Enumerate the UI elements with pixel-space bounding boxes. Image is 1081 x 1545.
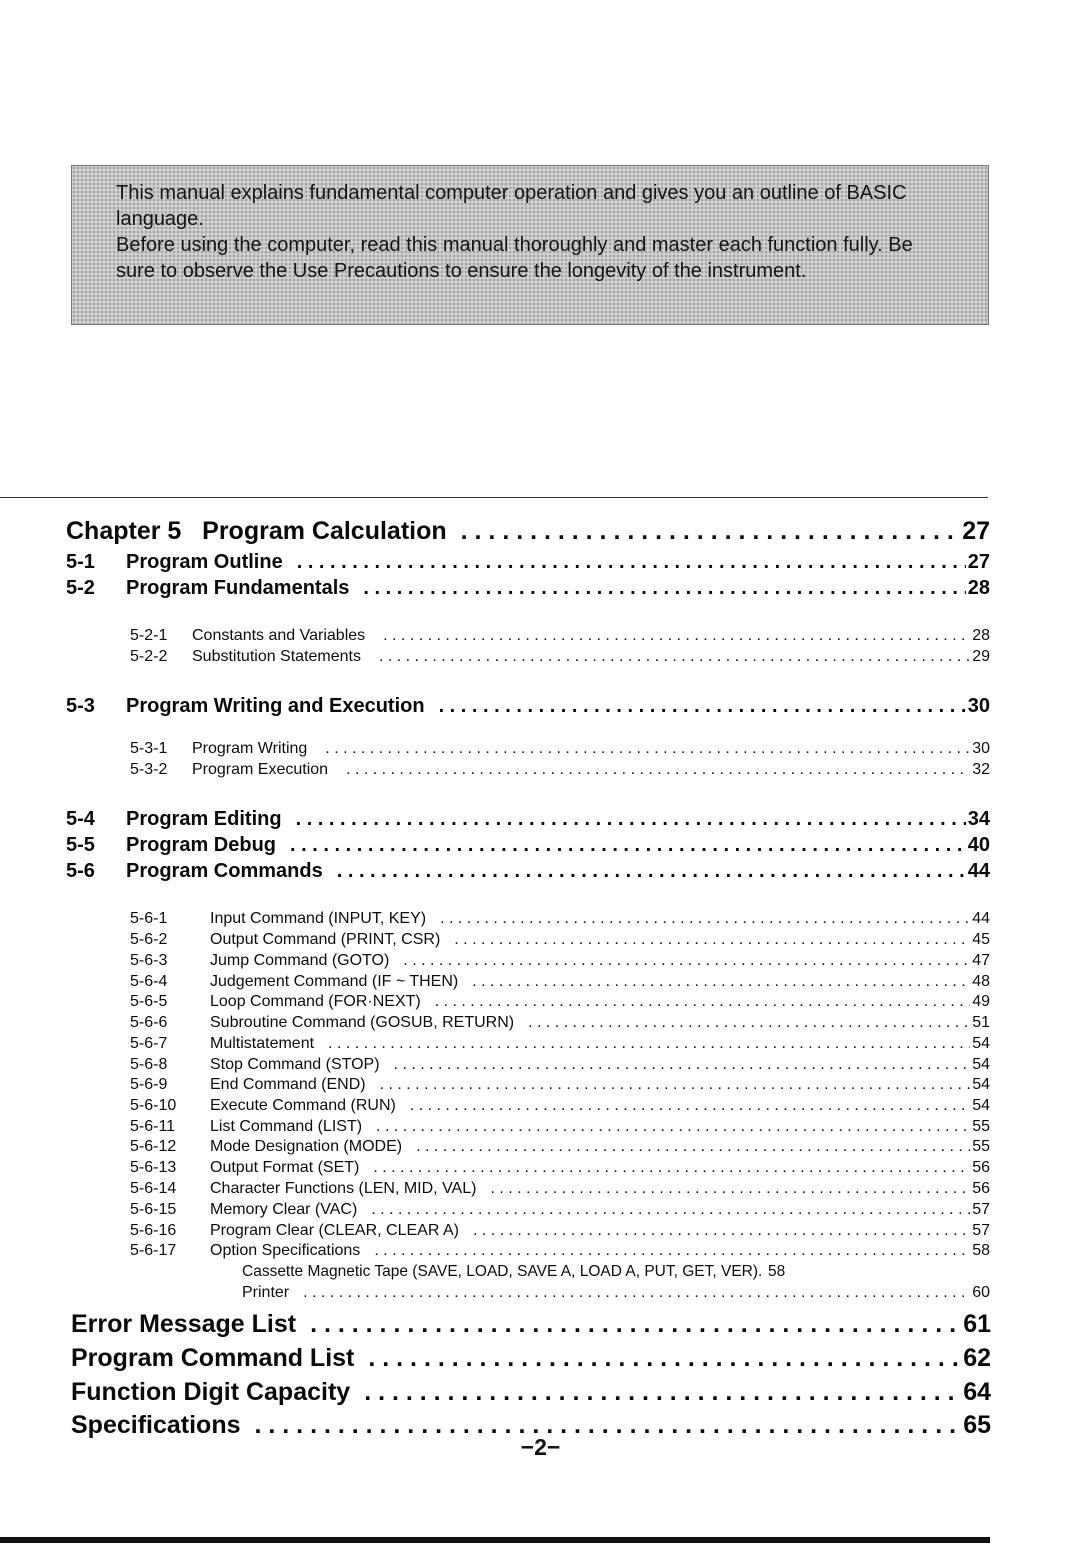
toc-section-5-1[interactable] (66, 551, 990, 574)
leader-dots (440, 910, 970, 928)
toc-number: 5-6-6 (130, 1014, 168, 1031)
toc-command-item[interactable] (130, 910, 990, 928)
toc-page: 51 (972, 1014, 990, 1031)
toc-number: 5-6-3 (130, 952, 168, 969)
toc-command-item[interactable] (130, 1035, 990, 1053)
toc-number: 5-6-9 (130, 1076, 168, 1093)
toc-title: Loop Command (FOR·NEXT) (210, 993, 421, 1010)
toc-appendix-function-digit-capacity[interactable] (71, 1378, 991, 1407)
toc-command-item[interactable] (130, 1076, 990, 1094)
toc-title: Output Command (PRINT, CSR) (210, 931, 441, 948)
toc-section-5-2[interactable] (66, 577, 990, 600)
toc-page: 58 (972, 1242, 990, 1259)
toc-title: Program Fundamentals (126, 577, 350, 599)
toc-page: 34 (967, 808, 990, 830)
toc-number: 5-6-10 (130, 1097, 177, 1114)
leader-dots (297, 551, 966, 574)
toc-command-item[interactable] (130, 1180, 990, 1198)
toc-number: 5-3 (66, 695, 95, 717)
toc-title: Program Clear (CLEAR, CLEAR A) (210, 1222, 459, 1239)
toc-appendix-program-command-list[interactable] (71, 1344, 991, 1373)
leader-dots (416, 1138, 970, 1156)
toc-title: Jump Command (GOTO) (210, 952, 390, 969)
leader-dots (380, 1076, 971, 1094)
toc-section-5-3[interactable] (66, 695, 990, 718)
toc-page: 30 (972, 740, 990, 757)
toc-command-item[interactable] (130, 1159, 990, 1177)
leader-dots (461, 517, 961, 546)
toc-page: 56 (972, 1180, 990, 1197)
toc-title: Program Command List (71, 1344, 355, 1372)
leader-dots (394, 1056, 971, 1074)
toc-page: 54 (972, 1035, 990, 1052)
toc-number: 5-6-8 (130, 1056, 168, 1073)
leader-dots (410, 1097, 970, 1115)
toc-command-item[interactable] (130, 1118, 990, 1136)
toc-page: 32 (972, 761, 990, 778)
toc-title: Input Command (INPUT, KEY) (210, 910, 427, 927)
toc-title: Error Message List (71, 1310, 297, 1338)
toc-option-cassette[interactable] (242, 1263, 990, 1281)
intro-box (71, 165, 989, 325)
leader-dots (373, 1159, 970, 1177)
toc-number: 5-6-13 (130, 1159, 177, 1176)
toc-number: 5-6 (66, 860, 95, 882)
toc-page: 54 (972, 1076, 990, 1093)
toc-page: 55 (972, 1118, 990, 1135)
leader-dots (528, 1014, 970, 1032)
toc-title: Specifications (71, 1411, 241, 1439)
leader-dots (296, 808, 966, 831)
leader-dots (303, 1284, 970, 1302)
toc-page: 57 (972, 1222, 990, 1239)
toc-title: Option Specifications (210, 1242, 361, 1259)
toc-command-item[interactable] (130, 973, 990, 991)
toc-title: Program Editing (126, 808, 282, 830)
toc-command-item[interactable] (130, 1138, 990, 1156)
toc-subsection-5-3-1[interactable] (130, 740, 990, 758)
toc-appendix-error-message-list[interactable] (71, 1310, 991, 1339)
toc-page: 54 (972, 1097, 990, 1114)
toc-page: 44 (967, 860, 990, 882)
toc-command-item[interactable] (130, 1242, 990, 1260)
toc-command-item[interactable] (130, 1014, 990, 1032)
toc-command-item[interactable] (130, 1056, 990, 1074)
toc-number: 5-6-12 (130, 1138, 177, 1155)
toc-page: 55 (972, 1138, 990, 1155)
toc-page: 65 (963, 1411, 991, 1439)
leader-dots (758, 1263, 766, 1281)
leader-dots (383, 627, 970, 645)
toc-subsection-5-2-2[interactable] (130, 648, 990, 666)
toc-page: 57 (972, 1201, 990, 1218)
toc-number: 5-3-2 (130, 761, 168, 778)
leader-dots (364, 1378, 961, 1407)
toc-title: Program Execution (192, 761, 329, 778)
intro-paragraph-2: Before using the computer, read this manual thoroughly and master each function fully. Be sure to observe the Use Precautions to ensure the longevity of the instrument. (116, 234, 913, 282)
toc-title: List Command (LIST) (210, 1118, 363, 1135)
toc-title: Multistatement (210, 1035, 315, 1052)
toc-title: Execute Command (RUN) (210, 1097, 396, 1114)
toc-subsection-5-2-1[interactable] (130, 627, 990, 645)
toc-page: 44 (972, 910, 990, 927)
toc-page: 28 (972, 627, 990, 644)
toc-page: 62 (963, 1344, 991, 1372)
toc-page: 29 (972, 648, 990, 665)
top-divider (0, 497, 988, 498)
leader-dots (490, 1180, 970, 1198)
toc-title: Mode Designation (MODE) (210, 1138, 403, 1155)
toc-section-5-6[interactable] (66, 860, 990, 883)
leader-dots (473, 1222, 970, 1240)
toc-page: 40 (967, 834, 990, 856)
toc-page: 48 (972, 973, 990, 990)
toc-title: Memory Clear (VAC) (210, 1201, 358, 1218)
leader-dots (368, 1344, 961, 1373)
toc-page: 60 (972, 1284, 990, 1301)
toc-page: 49 (972, 993, 990, 1010)
toc-title: Function Digit Capacity (71, 1378, 351, 1406)
toc-command-item[interactable] (130, 931, 990, 949)
leader-dots (363, 577, 965, 600)
toc-command-item[interactable] (130, 1201, 990, 1219)
leader-dots (472, 973, 970, 991)
toc-title: Program Writing (192, 740, 308, 757)
toc-command-item[interactable] (130, 952, 990, 970)
intro-paragraph-1: This manual explains fundamental computer operation and gives you an outline of BASIC language. (116, 182, 907, 230)
leader-dots (376, 1118, 970, 1136)
leader-dots (290, 834, 966, 857)
toc-title: Printer (242, 1284, 290, 1301)
toc-number: 5-2-1 (130, 627, 168, 644)
toc-number: 5-2 (66, 577, 95, 599)
toc-subsection-5-3-2[interactable] (130, 761, 990, 779)
toc-number: 5-6-1 (130, 910, 168, 927)
leader-dots (328, 1035, 970, 1053)
toc-number: 5-1 (66, 551, 95, 573)
toc-title: Program Writing and Execution (126, 695, 425, 717)
toc-title: Program Commands (126, 860, 323, 882)
toc-page: 64 (963, 1378, 991, 1406)
toc-number: 5-6-7 (130, 1035, 168, 1052)
toc-number: 5-6-2 (130, 931, 168, 948)
leader-dots (310, 1310, 961, 1339)
toc-number: 5-6-17 (130, 1242, 177, 1259)
toc-number: 5-5 (66, 834, 95, 856)
toc-title: Output Format (SET) (210, 1159, 360, 1176)
leader-dots (403, 952, 970, 970)
toc-title: Cassette Magnetic Tape (SAVE, LOAD, SAVE A, LOAD A, PUT, GET, VER) (242, 1263, 759, 1280)
toc-page: 54 (972, 1056, 990, 1073)
bottom-divider (0, 1537, 990, 1543)
toc-title: Character Functions (LEN, MID, VAL) (210, 1180, 477, 1197)
leader-dots (337, 860, 966, 883)
leader-dots (435, 993, 970, 1011)
toc-number: 5-3-1 (130, 740, 168, 757)
toc-page: 56 (972, 1159, 990, 1176)
toc-number: 5-6-14 (130, 1180, 177, 1197)
leader-dots (371, 1201, 970, 1219)
toc-number: 5-6-5 (130, 993, 168, 1010)
toc-section-5-5[interactable] (66, 834, 990, 857)
toc-number: 5-6-11 (130, 1118, 176, 1135)
toc-number: 5-6-4 (130, 973, 168, 990)
toc-page: 58 (768, 1263, 786, 1280)
toc-number: 5-6-15 (130, 1201, 177, 1218)
leader-dots (379, 648, 970, 666)
toc-section-5-4[interactable] (66, 808, 990, 831)
toc-title: Subroutine Command (GOSUB, RETURN) (210, 1014, 515, 1031)
toc-title: Constants and Variables (192, 627, 366, 644)
leader-dots (325, 740, 970, 758)
toc-page: 47 (972, 952, 990, 969)
toc-title: Chapter 5 Program Calculation (66, 517, 447, 545)
toc-page: 28 (967, 577, 990, 599)
toc-page: 45 (972, 931, 990, 948)
toc-page: 27 (962, 517, 990, 545)
leader-dots (439, 695, 966, 718)
toc-title: Judgement Command (IF ~ THEN) (210, 973, 459, 990)
toc-title: End Command (END) (210, 1076, 366, 1093)
toc-page: 61 (963, 1310, 991, 1338)
page-number: −2− (520, 1434, 561, 1460)
leader-dots (454, 931, 970, 949)
toc-title: Stop Command (STOP) (210, 1056, 380, 1073)
toc-number: 5-6-16 (130, 1222, 177, 1239)
toc-page: 30 (967, 695, 990, 717)
toc-number: 5-4 (66, 808, 95, 830)
leader-dots (374, 1242, 970, 1260)
toc-title: Program Outline (126, 551, 283, 573)
leader-dots (346, 761, 970, 779)
toc-title: Substitution Statements (192, 648, 361, 665)
toc-chapter-5[interactable] (66, 517, 990, 546)
toc-page: 27 (967, 551, 990, 573)
toc-number: 5-2-2 (130, 648, 168, 665)
toc-option-printer[interactable] (242, 1284, 990, 1302)
toc-command-item[interactable] (130, 1222, 990, 1240)
toc-command-item[interactable] (130, 993, 990, 1011)
toc-command-item[interactable] (130, 1097, 990, 1115)
toc-title: Program Debug (126, 834, 277, 856)
